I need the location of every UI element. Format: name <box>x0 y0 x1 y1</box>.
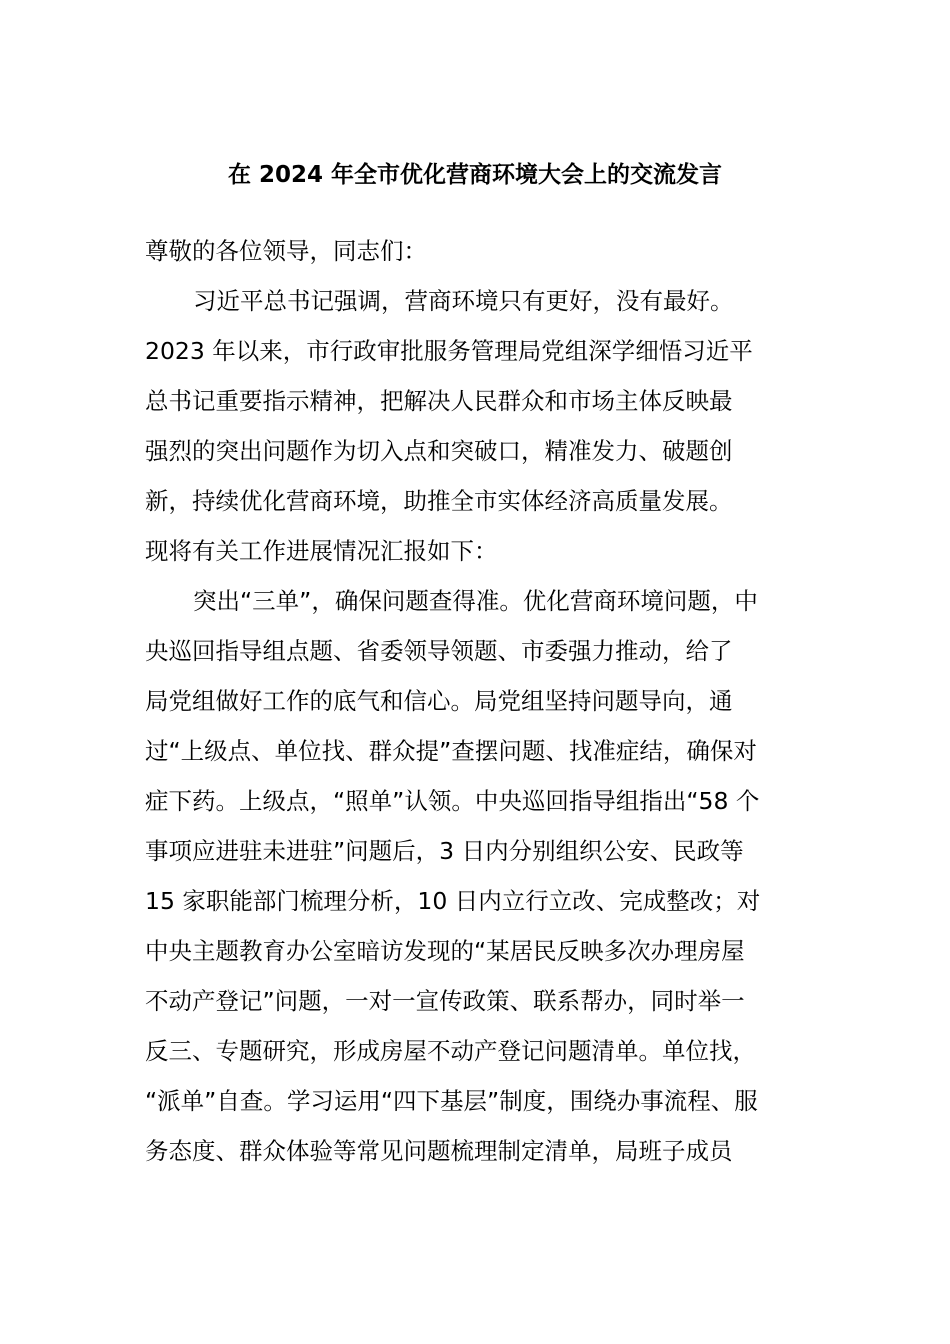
paragraph-line: 不动产登记”问题，一对一宣传政策、联系帮办，同时举一 <box>145 987 745 1015</box>
paragraph-line: 过“上级点、单位找、群众提”查摆问题、找准症结，确保对 <box>145 737 757 765</box>
paragraph-line: 新，持续优化营商环境，助推全市实体经济高质量发展。 <box>145 487 733 515</box>
paragraph-line: 局党组做好工作的底气和信心。局党组坚持问题导向，通 <box>145 687 733 715</box>
document-title: 在 2024 年全市优化营商环境大会上的交流发言 <box>227 162 723 188</box>
paragraph-line: 2023 年以来，市行政审批服务管理局党组深学细悟习近平 <box>145 337 753 365</box>
paragraph-line: 强烈的突出问题作为切入点和突破口，精准发力、破题创 <box>145 437 733 465</box>
paragraph-line: 总书记重要指示精神，把解决人民群众和市场主体反映最 <box>145 387 733 415</box>
paragraph-line: 务态度、群众体验等常见问题梳理制定清单，局班子成员 <box>145 1137 733 1165</box>
paragraph-line: 习近平总书记强调，营商环境只有更好，没有最好。 <box>193 287 734 315</box>
paragraph-line: 中央主题教育办公室暗访发现的“某居民反映多次办理房屋 <box>145 937 745 965</box>
paragraph-line: 症下药。上级点，“照单”认领。中央巡回指导组指出“58 个 <box>145 787 760 815</box>
paragraph-intro <box>145 278 810 578</box>
paragraph-line: 突出“三单”，确保问题查得准。优化营商环境问题，中 <box>193 587 758 615</box>
document-body <box>145 228 810 1178</box>
paragraph-line: 反三、专题研究，形成房屋不动产登记问题清单。单位找， <box>145 1037 756 1065</box>
paragraph-line: 事项应进驻未进驻”问题后，3 日内分别组织公安、民政等 <box>145 837 744 865</box>
paragraph-line: 央巡回指导组点题、省委领导领题、市委强力推动，给了 <box>145 637 733 665</box>
paragraph-line: “派单”自查。学习运用“四下基层”制度，围绕办事流程、服 <box>145 1087 758 1115</box>
paragraph-line: 15 家职能部门梳理分析，10 日内立行立改、完成整改；对 <box>145 887 761 915</box>
paragraph-three-lists <box>145 578 810 1178</box>
salutation: 尊敬的各位领导，同志们： <box>145 237 427 265</box>
paragraph-line: 现将有关工作进展情况汇报如下： <box>145 537 498 565</box>
